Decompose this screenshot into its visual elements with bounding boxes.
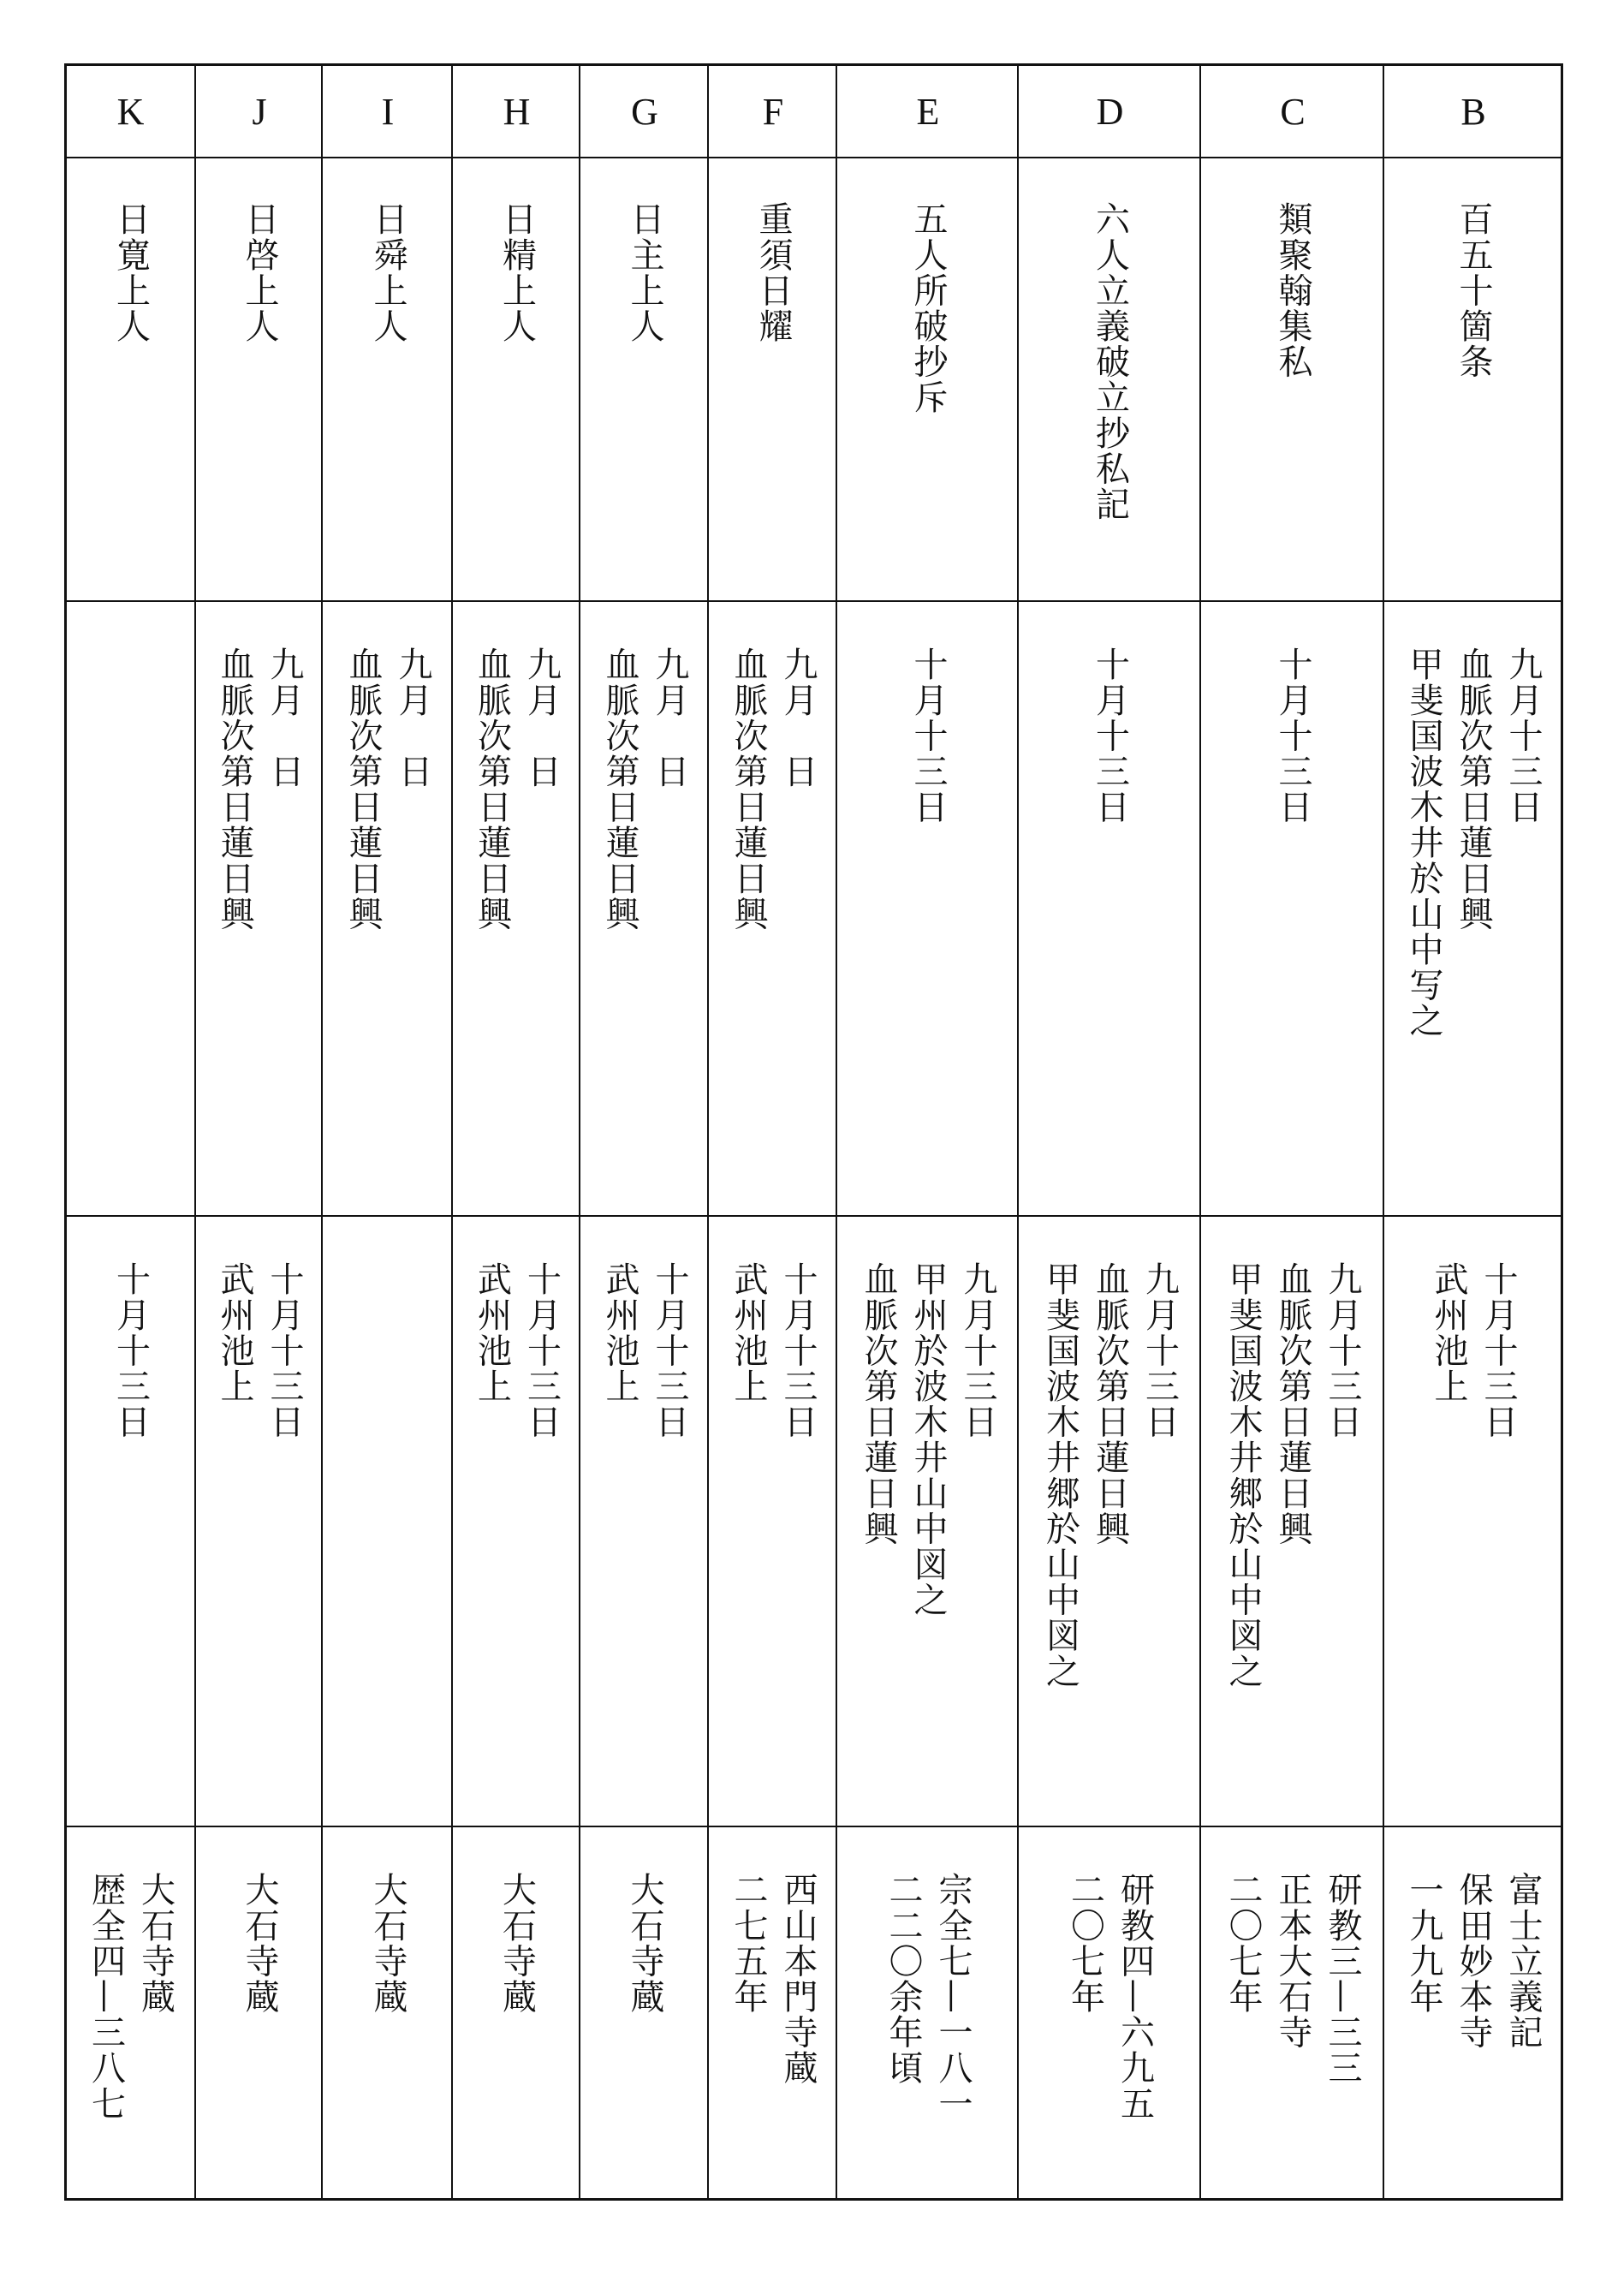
column-I (321, 66, 453, 2198)
source-line: 富士立義記 (1503, 1872, 1543, 2050)
first-date-line: 血脈次第日蓮日興 (472, 646, 512, 932)
first-date-line: 九月 日 (393, 646, 432, 789)
first-date-line: 十月十三日 (908, 646, 948, 825)
first-date-line: 十月十三日 (1273, 646, 1312, 825)
source-cell (837, 1826, 1019, 2198)
second-date-cell (453, 1215, 580, 1827)
second-date-line: 武州池上 (600, 1261, 639, 1404)
column-J (194, 66, 323, 2198)
source-cell (1201, 1826, 1384, 2198)
column-header: F (709, 66, 837, 158)
first-date-cell (196, 600, 323, 1217)
source-line: 西山本門寺蔵 (778, 1872, 818, 2086)
first-date-line: 血脈次第日蓮日興 (729, 646, 768, 932)
first-date-line: 血脈次第日蓮日興 (600, 646, 639, 932)
source-cell (580, 1826, 709, 2198)
work-line: 日啓上人 (240, 201, 279, 344)
first-date-cell (67, 600, 194, 1217)
first-date-cell (580, 600, 709, 1217)
second-date-line: 九月十三日 (1139, 1261, 1180, 1439)
source-cell (323, 1826, 453, 2198)
source-line: 大石寺蔵 (240, 1872, 279, 2015)
first-date-line: 血脈次第日蓮日興 (343, 646, 383, 932)
work-cell (1384, 157, 1562, 602)
source-cell (196, 1826, 323, 2198)
first-date-cell (1384, 600, 1562, 1217)
work-cell (67, 157, 194, 602)
work-cell (580, 157, 709, 602)
source-line: 大石寺蔵 (368, 1872, 407, 2015)
column-H (451, 66, 580, 2198)
source-line: 保田妙本寺 (1454, 1872, 1493, 2050)
first-date-line: 血脈次第日蓮日興 (215, 646, 254, 932)
column-E (836, 66, 1019, 2198)
first-date-cell (1019, 600, 1201, 1217)
work-line: 日精上人 (497, 201, 537, 344)
source-line: 二〇七年 (1223, 1872, 1263, 2015)
second-date-line: 武州池上 (215, 1261, 254, 1404)
second-date-cell (67, 1215, 194, 1827)
work-cell (709, 157, 837, 602)
column-header: J (196, 66, 323, 158)
second-date-line: 甲斐国波木井郷於山中図之 (1040, 1261, 1080, 1689)
second-date-line: 九月十三日 (958, 1261, 997, 1439)
first-date-cell (453, 600, 580, 1217)
source-line: 大石寺蔵 (135, 1872, 175, 2015)
work-cell (1201, 157, 1384, 602)
column-header: D (1019, 66, 1201, 158)
source-line: 歴全四—三八七 (86, 1872, 126, 2122)
work-line: 日主上人 (625, 201, 664, 344)
first-date-cell (709, 600, 837, 1217)
second-date-cell (709, 1215, 837, 1827)
source-line: 正本大石寺 (1273, 1872, 1312, 2050)
source-line: 二七五年 (729, 1872, 768, 2015)
work-cell (323, 157, 453, 602)
work-line: 五人所破抄斥 (908, 201, 948, 415)
second-date-cell (580, 1215, 709, 1827)
work-line: 六人立義破立抄私記 (1090, 201, 1130, 522)
column-C (1199, 66, 1384, 2198)
column-F (707, 66, 837, 2198)
source-cell (1384, 1826, 1562, 2198)
second-date-cell (837, 1215, 1019, 1827)
work-cell (196, 157, 323, 602)
first-date-line: 十月十三日 (1090, 646, 1130, 825)
column-header: C (1201, 66, 1384, 158)
second-date-line: 甲州於波木井山中図之 (908, 1261, 948, 1618)
source-line: 二二〇余年頃 (883, 1872, 923, 2086)
first-date-line: 九月 日 (521, 646, 562, 789)
column-D (1017, 66, 1201, 2198)
source-cell (1019, 1826, 1201, 2198)
second-date-line: 十月十三日 (1478, 1261, 1518, 1439)
source-line: 宗全七—一八一 (933, 1872, 973, 2122)
column-G (579, 66, 709, 2198)
second-date-cell (196, 1215, 323, 1827)
source-cell (67, 1826, 194, 2198)
second-date-line: 武州池上 (729, 1261, 768, 1404)
source-cell (453, 1826, 580, 2198)
second-date-cell (323, 1215, 453, 1827)
source-line: 研教四—六九五 (1115, 1872, 1155, 2122)
column-header: G (580, 66, 709, 158)
comparison-table (64, 63, 1563, 2201)
second-date-line: 十月十三日 (778, 1261, 818, 1439)
column-B (1383, 66, 1562, 2198)
first-date-cell (837, 600, 1019, 1217)
source-line: 一九九年 (1404, 1872, 1443, 2015)
second-date-cell (1201, 1215, 1384, 1827)
work-line: 重須日耀 (753, 201, 793, 344)
second-date-cell (1384, 1215, 1562, 1827)
second-date-line: 九月十三日 (1323, 1261, 1362, 1439)
work-cell (453, 157, 580, 602)
first-date-line: 甲斐国波木井於山中写之 (1404, 646, 1443, 1039)
first-date-line: 九月 日 (265, 646, 304, 789)
second-date-line: 十月十三日 (110, 1261, 151, 1439)
first-date-line: 九月 日 (778, 646, 818, 789)
second-date-line: 武州池上 (472, 1261, 512, 1404)
second-date-line: 血脈次第日蓮日興 (1273, 1261, 1312, 1546)
column-header: H (453, 66, 580, 158)
work-cell (1019, 157, 1201, 602)
source-line: 二〇七年 (1065, 1872, 1105, 2015)
column-header: E (837, 66, 1019, 158)
first-date-line: 血脈次第日蓮日興 (1454, 646, 1493, 932)
column-header: B (1384, 66, 1562, 158)
work-line: 類聚翰集私 (1273, 201, 1312, 379)
second-date-line: 十月十三日 (265, 1261, 304, 1439)
source-line: 研教三—三三 (1323, 1872, 1362, 2086)
work-line: 日舜上人 (368, 201, 407, 344)
first-date-cell (1201, 600, 1384, 1217)
work-line: 百五十箇条 (1454, 201, 1493, 379)
source-cell (709, 1826, 837, 2198)
source-line: 大石寺蔵 (497, 1872, 537, 2015)
work-cell (837, 157, 1019, 602)
column-header: K (67, 66, 194, 158)
second-date-line: 十月十三日 (650, 1261, 689, 1439)
first-date-line: 九月 日 (650, 646, 689, 789)
work-line: 日寛上人 (110, 201, 151, 344)
first-date-line: 九月十三日 (1503, 646, 1543, 825)
second-date-line: 血脈次第日蓮日興 (1090, 1261, 1130, 1546)
column-header: I (323, 66, 453, 158)
source-line: 大石寺蔵 (625, 1872, 664, 2015)
second-date-line: 甲斐国波木井郷於山中図之 (1223, 1261, 1263, 1689)
second-date-line: 十月十三日 (521, 1261, 562, 1439)
second-date-line: 武州池上 (1429, 1261, 1468, 1404)
first-date-cell (323, 600, 453, 1217)
second-date-cell (1019, 1215, 1201, 1827)
second-date-line: 血脈次第日蓮日興 (859, 1261, 898, 1546)
column-K (67, 66, 194, 2198)
